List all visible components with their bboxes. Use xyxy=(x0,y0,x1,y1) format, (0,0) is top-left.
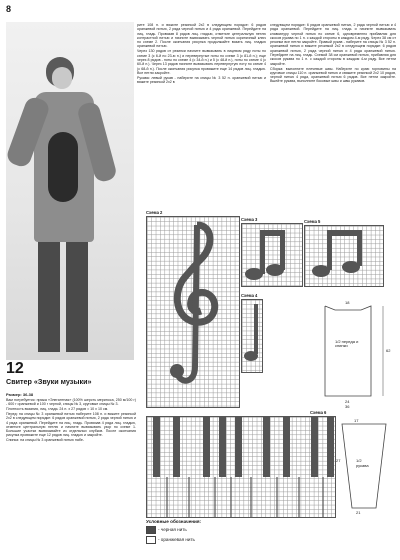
materials-text: Вам потребуется: пряжа «Элегантная» (100% шерсть мериноса, 250 м/100 г) - 600 г оранжевой и 100 г черной, спицы № 3, круговые спицы № 3. xyxy=(6,397,136,407)
front-back-label: 1/2 переда и спинки xyxy=(335,339,359,348)
scheme-5-label: Схема 5 xyxy=(304,219,321,224)
treble-clef-icon xyxy=(147,217,239,407)
orange-swatch-icon xyxy=(146,536,156,544)
sleeves-text: Рукава: левый рукав - наберите на спицы № 3 52 п. оранжевой нитью и вяжите резинкой 2x2 в xyxy=(137,75,266,85)
scheme-3-chart xyxy=(241,223,303,287)
dim-18: 18 xyxy=(345,300,350,305)
instructions-middle xyxy=(137,23,266,85)
model-photo xyxy=(6,22,134,360)
dim-62: 62 xyxy=(386,348,391,353)
piano-keys-icon xyxy=(147,417,335,517)
black-swatch-icon xyxy=(146,526,156,534)
front-text: Перед: на спицы № 3 оранжевой нитью наберите 108 п. и вяжите резинкой 2x2 в следующем порядке: 6 рядов оранжевой нитью, 2 ряда черной нитью и 4 ряда оранжевой. Перейдите на лиц. гладь. Провязав 4 ряда лиц. гладью, отметьте центральную петлю и начните вывязывать узор по схеме 1. Большие участки вывязывайте из отдельных клубков. После окончания рисунка провяжите еще 12 рядов лиц. гладью и закройте. xyxy=(6,411,136,438)
back-text-start: Спинка: на спицы № 3 оранжевой нитью набе- xyxy=(6,438,85,443)
legend xyxy=(146,519,396,544)
scheme-4-chart xyxy=(241,299,263,373)
gauge-text: Плотность вязания, лиц. гладь: 24 п. x 27 рядов = 10 x 10 см. xyxy=(6,407,109,412)
scheme-6-chart xyxy=(146,416,336,518)
sleeve-pattern xyxy=(336,418,396,518)
legend-black xyxy=(146,526,396,534)
back-text: рите 108 п. и вяжите резинкой 2x2 в следующем порядке: 6 рядов оранжевой нитью, 2 ряда черной нитью и 4 ряда оранжевой. Перейдите на лиц. гладь. Провязав 8 рядов лиц. гладью, отметьте центральную петлю контрастной нитью и начните вывязывать черной нитью скрипичный ключ по схеме 2. После окончания рисунка продолжайте вязать лиц. гладью оранжевой нитью. xyxy=(137,23,266,49)
sleeve-shape-icon xyxy=(336,418,396,518)
dim-21: 21 xyxy=(356,510,361,515)
notes-text: Через 130 рядов от резинки начните вывязывать в лицевом ряду ноты по схеме 3 (с 6-й по 23-ю п.) и перевернутые ноты по схеме 3 (с 81-й п.); еще через 8 рядов - ноты по схеме 4 (с 34-й п.) и 5 (с 48-й п.), ноты по схеме 4 (с 60-й п.). Через 13 рядов начните вывязывать перевернутую ноту по схеме 4 (с 68-й п.). После окончания рисунка провяжите еще 14 рядов лиц. гладью. Все петли закройте. xyxy=(137,49,266,75)
size-text: Размер: 36-38 xyxy=(6,392,34,397)
dim-24: 24 xyxy=(345,399,350,404)
scheme-2-label: Схема 2 xyxy=(146,210,163,215)
legend-black-text: - черная нить xyxy=(158,527,187,533)
double-notes-icon xyxy=(305,226,383,286)
scheme-4-label: Схема 4 xyxy=(241,293,258,298)
scheme-2-chart xyxy=(146,216,240,408)
instructions-right xyxy=(270,23,396,84)
model-number: 12 xyxy=(6,360,24,377)
model-title: Свитер «Звуки музыки» xyxy=(6,377,92,386)
sleeve-label: 1/2 рукава xyxy=(356,458,369,468)
assembly-text: Сборка: выполните плечевые швы. Наберите по краю горловины на круговые спицы 110 п. оранжевой нитью и свяжите резинкой 2x2 10 рядов, черной нитью 4 ряда, оранжевой нитью 6 рядов. Все петли закройте. Вшейте рукава, выполните боковые швы и швы рукавов. xyxy=(270,66,396,84)
sleeves-cont-text: следующем порядке: 6 рядов оранжевой нитью, 2 ряда черной нитью и 4 ряда оранжевой. Перейдите на лиц. гладь и начните вывязывать клавиатуру черной нитью по схеме 6, одновременно прибавляя для скосов рукава по 1 п. с каждой стороны в каждом 4-м ряду. Через 38 см от резинки все петли закройте. Правый рукав - наберите на спицы № 3 52 п. оранжевой нитью и вяжите резинкой 2x2 в следующем порядке: 6 рядов оранжевой нитью, 2 ряда черной нитью и 4 ряда оранжевой нитью. Перейдите на лиц. гладь. Схемой 38 см оранжевой нитью, прибавляя для скосов рукава по 1 п. с каждой стороны в каждом 4-м ряду. Все петли закройте. xyxy=(270,23,396,66)
scheme-3-label: Схема 3 xyxy=(241,217,258,222)
dim-27: 27 xyxy=(336,458,341,463)
dim-36: 36 xyxy=(345,404,350,409)
dim-17: 17 xyxy=(354,418,359,423)
music-notes-icon xyxy=(242,224,302,286)
legend-orange-text: - оранжевая нить xyxy=(158,537,195,543)
scheme-5-chart xyxy=(304,225,384,287)
instructions-left xyxy=(6,393,136,443)
page-number: 8 xyxy=(6,4,12,14)
legend-orange xyxy=(146,536,396,544)
front-back-shape-icon xyxy=(305,300,395,410)
front-back-pattern xyxy=(305,300,395,410)
music-note-icon xyxy=(242,300,262,372)
legend-title: Условные обозначения: xyxy=(146,519,202,524)
scheme-6-label: Схема 6 xyxy=(310,410,327,415)
